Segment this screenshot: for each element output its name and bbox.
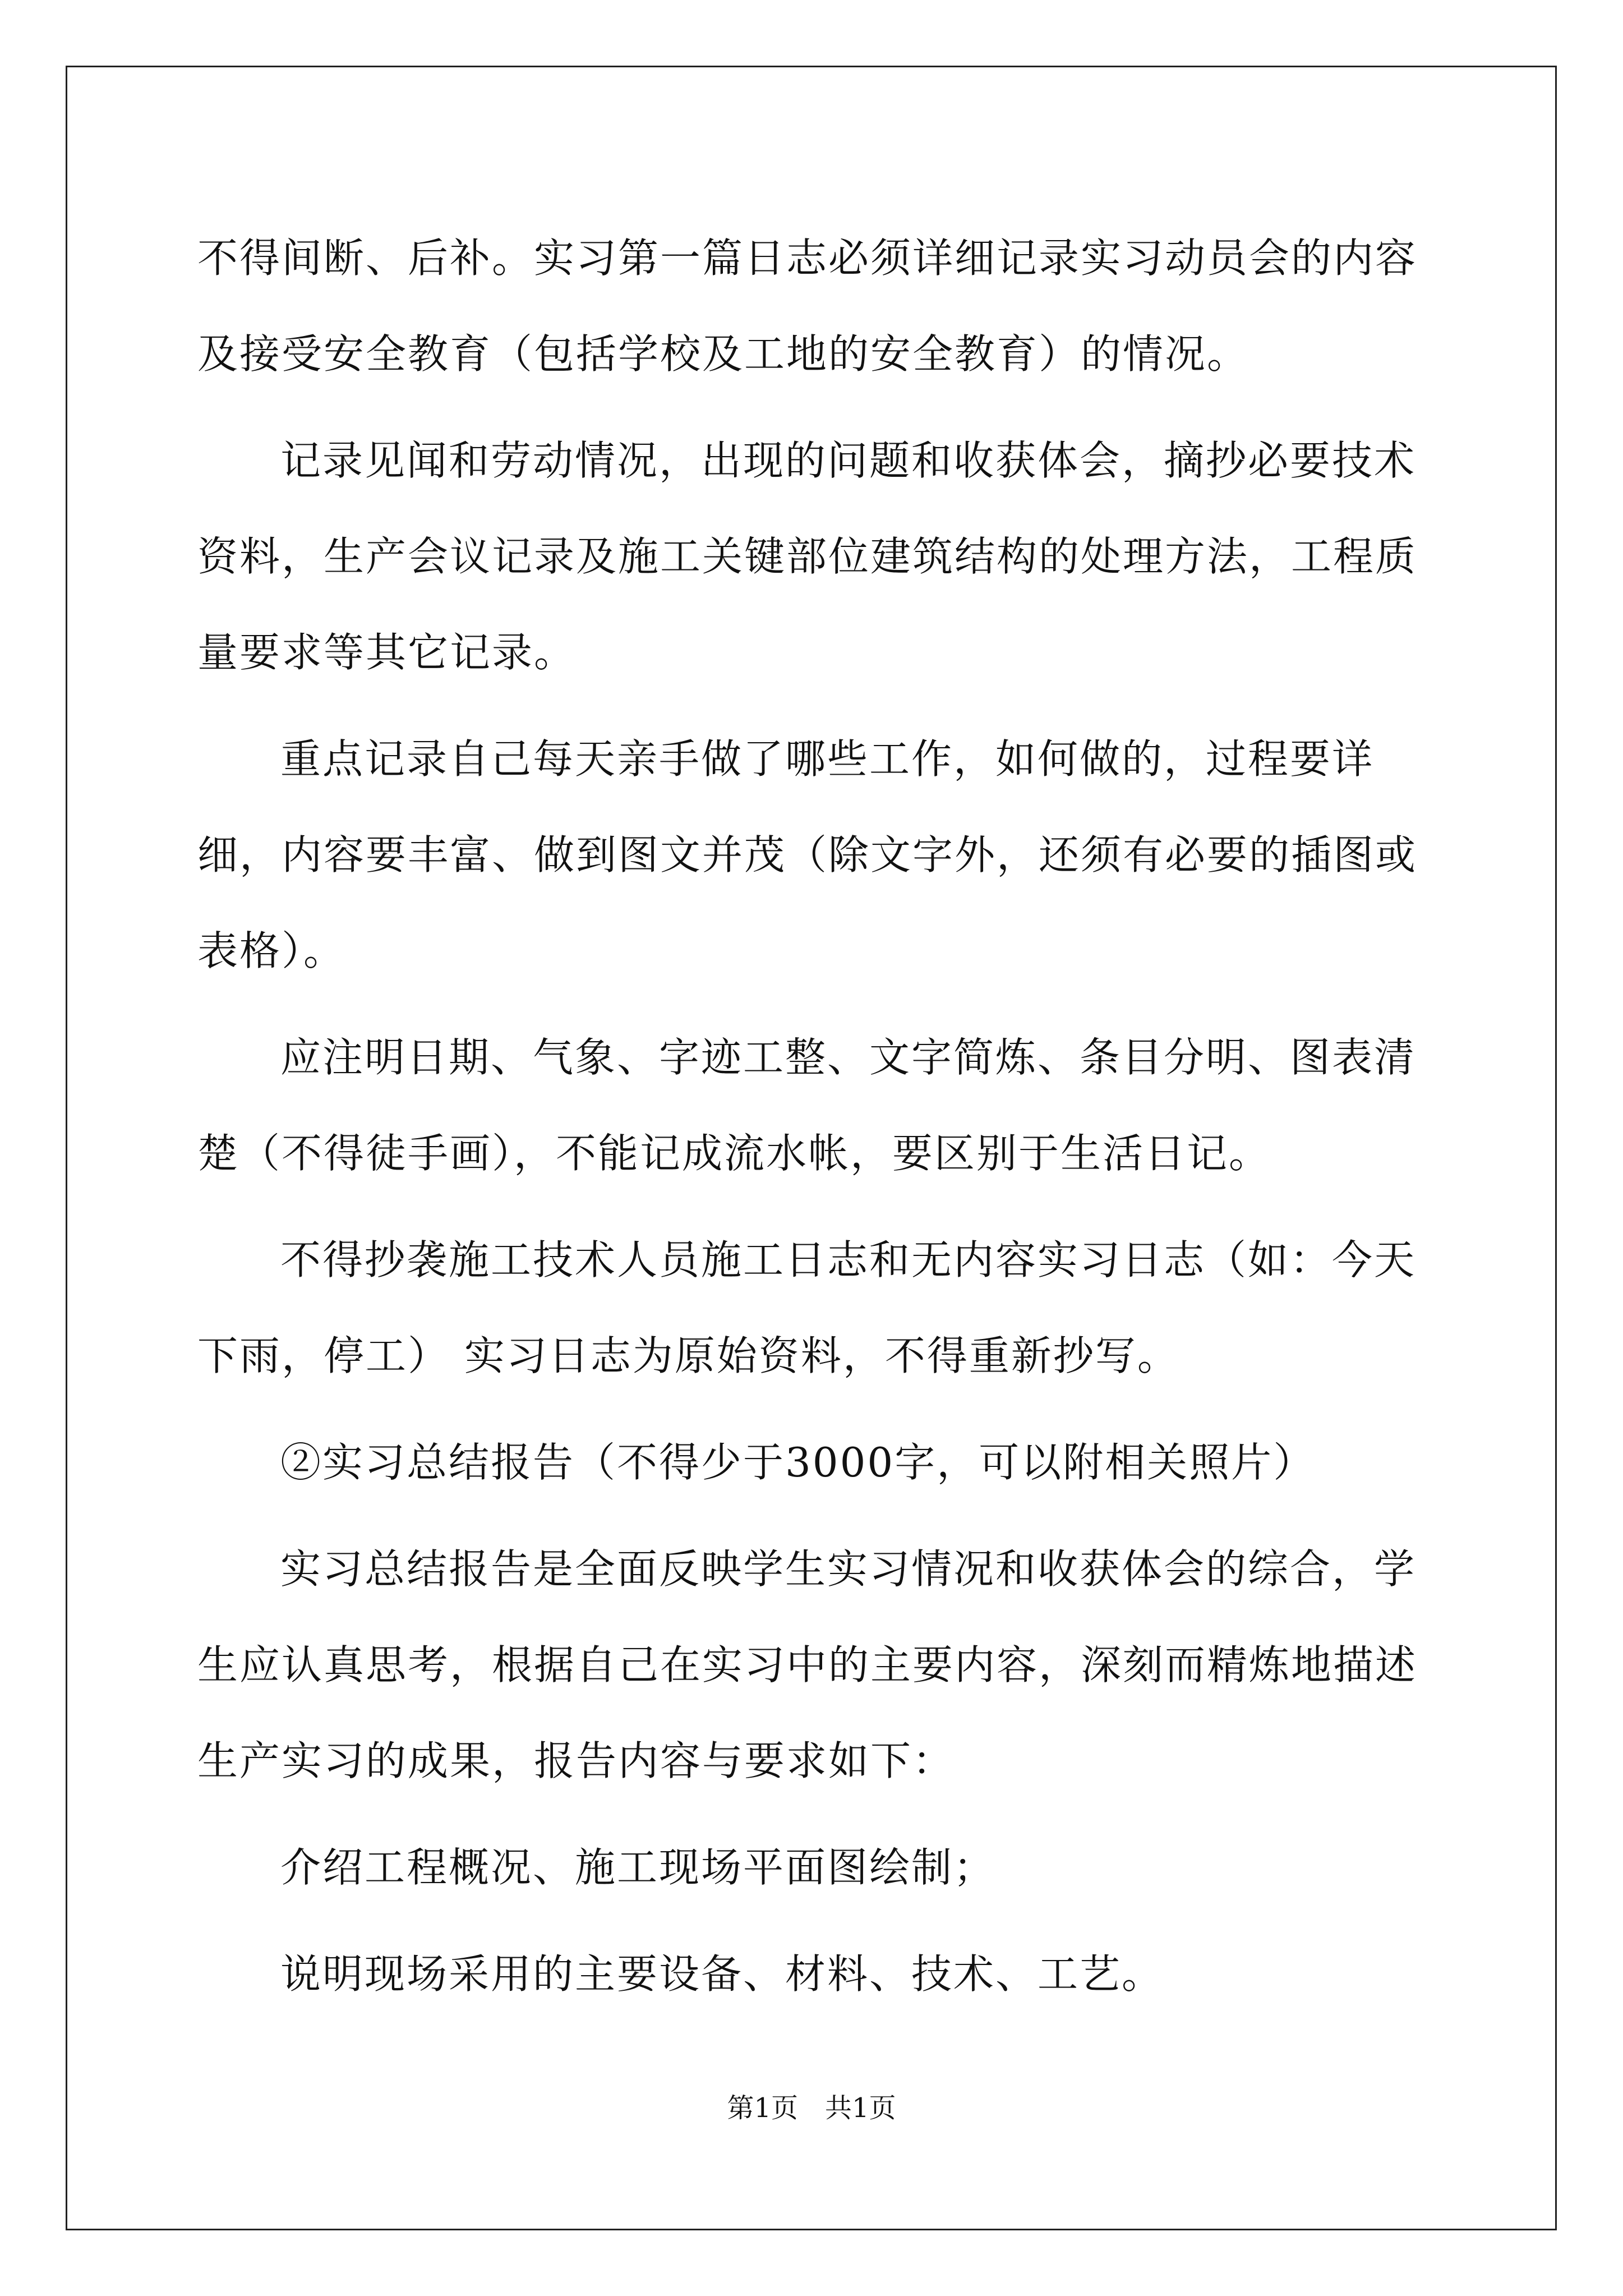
paragraph-3: 重点记录自己每天亲手做了哪些工作，如何做的，过程要详细，内容要丰富、做到图文并茂（除文字外，还须有必要的插图或表格）。 (197, 735, 1418, 974)
paragraph-9: 说明现场采用的主要设备、材料、技术、工艺。 (280, 1950, 1164, 1998)
paragraph-6: ②实习总结报告（不得少于3000字，可以附相关照片） (280, 1439, 1316, 1486)
paragraph-5: 不得抄袭施工技术人员施工日志和无内容实习日志（如：今天下雨，停工） 实习日志为原始资料，不得重新抄写。 (197, 1236, 1417, 1379)
paragraph-1: 不得间断、后补。实习第一篇日志必须详细记录实习动员会的内容及接受安全教育（包括学校及工地的安全教育）的情况。 (197, 234, 1418, 378)
paragraph-7: 实习总结报告是全面反映学生实习情况和收获体会的综合，学生应认真思考，根据自己在实习中的主要内容，深刻而精炼地描述生产实习的成果，报告内容与要求如下： (197, 1545, 1418, 1784)
paragraph-4: 应注明日期、气象、字迹工整、文字简炼、条目分明、图表清楚（不得徒手画），不能记成流水帐，要区别于生活日记。 (197, 1034, 1417, 1177)
page-number-footer: 第1页 共1页 (727, 2092, 896, 2124)
document-body (197, 210, 1448, 2033)
paragraph-8: 介绍工程概况、施工现场平面图绘制； (280, 1844, 996, 1891)
paragraph-2: 记录见闻和劳动情况，出现的问题和收获体会，摘抄必要技术资料，生产会议记录及施工关键部位建筑结构的处理方法，工程质量要求等其它记录。 (197, 437, 1418, 676)
